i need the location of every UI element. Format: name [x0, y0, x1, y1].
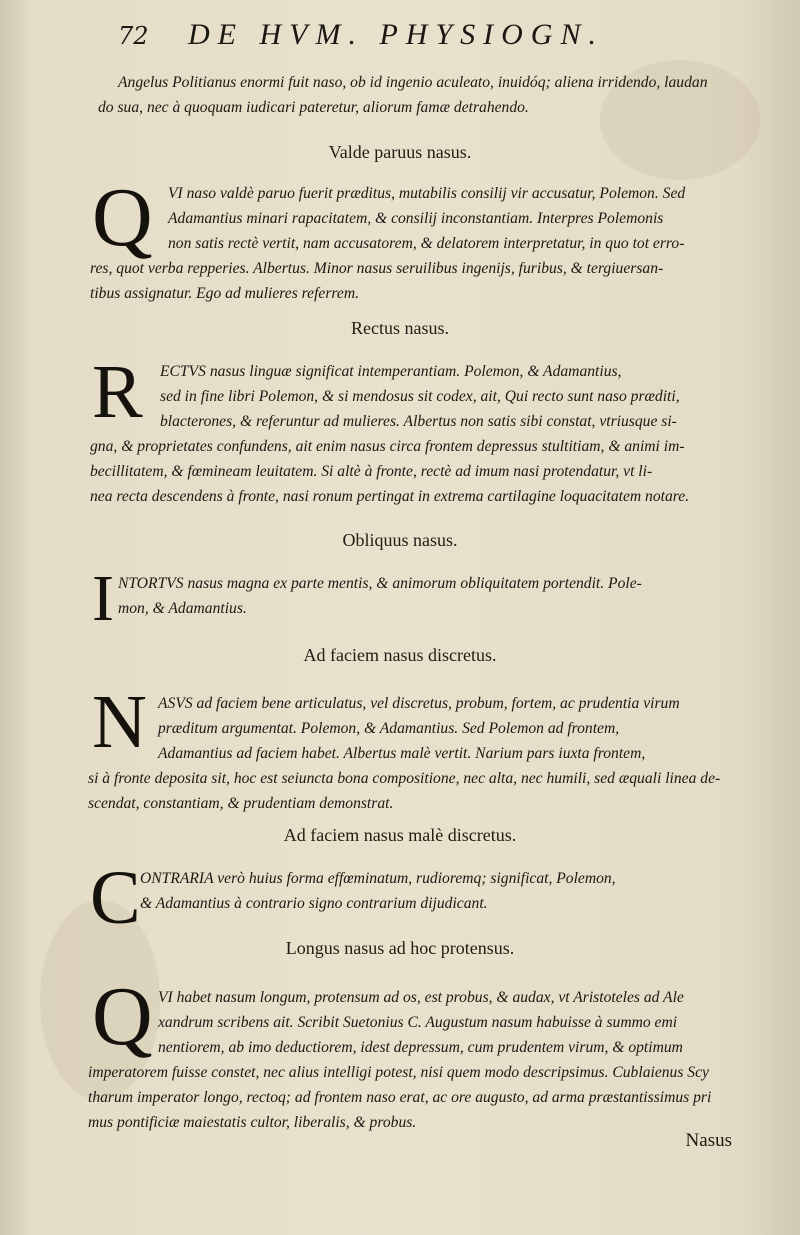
text-line: mon, & Adamantius.	[118, 600, 247, 617]
text-line: NTORTVS nasus magna ex parte mentis, & animorum obliquitatem portendit. Pole-	[118, 575, 642, 592]
text-line: VI naso valdè paruo fuerit præditus, mutabilis consilij vir accusatur, Polemon. Sed	[168, 185, 686, 202]
drop-capital: Q	[92, 171, 153, 264]
paragraph-rectus	[90, 359, 770, 509]
paragraph-bene-discretus	[88, 691, 768, 816]
section-heading: Longus nasus ad hoc protensus.	[285, 938, 515, 958]
text-line: & Adamantius à contrario signo contrarium dijudicant.	[140, 895, 488, 912]
paragraph-valde-paruus	[90, 181, 768, 306]
drop-capital: I	[92, 562, 114, 635]
text-line: do sua, nec à quoquam iudicari pateretur, aliorum famæ detrahendo.	[98, 99, 529, 116]
text-line: mus pontificiæ maiestatis cultor, liberalis, & probus.	[88, 1114, 417, 1131]
text-line: nentiorem, ab imo deductiorem, idest depressum, cum prudentem virum, & optimum	[158, 1039, 683, 1056]
paragraph-obliquus	[118, 571, 768, 621]
section-heading: Valde paruus nasus.	[328, 142, 472, 162]
drop-capital: Q	[92, 970, 153, 1063]
text-line: Angelus Politianus enormi fuit naso, ob id ingenio aculeato, inuidóq; aliena irridendo, laudan	[118, 74, 708, 91]
page-header	[118, 18, 700, 58]
text-line: VI habet nasum longum, protensum ad os, est probus, & audax, vt Aristoteles ad Ale	[158, 989, 684, 1006]
drop-capital: C	[90, 856, 141, 940]
section-heading: Obliquus nasus.	[342, 530, 458, 550]
text-line: imperatorem fuisse constet, nec alius intelligi potest, nisi quem modo descripsimus. Cublaienus Scy	[88, 1064, 709, 1081]
catchword: Nasus	[685, 1130, 732, 1151]
text-line: blacterones, & referuntur ad mulieres. Albertus non satis sibi constat, vtriusque si-	[160, 413, 677, 430]
text-line: tharum imperator longo, rectoq; ad frontem naso erat, ac ore augusto, ad arma præstantissimus pri	[88, 1089, 712, 1106]
section-heading: Ad faciem nasus discretus.	[303, 645, 497, 665]
paragraph-intro	[98, 70, 778, 120]
text-line: Adamantius minari rapacitatem, & consilij inconstantiam. Interpres Polemonis	[168, 210, 664, 227]
text-line: si à fronte deposita sit, hoc est seiuncta bona compositione, nec alta, nec humili, sed æquali linea de-	[88, 770, 721, 787]
text-line: Adamantius ad faciem habet. Albertus malè vertit. Narium pars iuxta frontem,	[158, 745, 646, 762]
text-line: ONTRARIA verò huius forma effœminatum, rudioremq; significat, Polemon,	[140, 870, 616, 887]
text-line: gna, & proprietates confundens, ait enim nasus circa frontem depressus stultitiam, & animi im-	[90, 438, 685, 455]
text-line: tibus assignatur. Ego ad mulieres referrem.	[90, 285, 359, 302]
page-number: 72	[118, 22, 149, 50]
drop-capital: R	[92, 350, 143, 434]
text-line: ECTVS nasus linguæ significat intemperantiam. Polemon, & Adamantius,	[160, 363, 622, 380]
section-heading: Rectus nasus.	[351, 318, 449, 338]
text-line: res, quot verba repperies. Albertus. Minor nasus seruilibus ingenijs, furibus, & tergiuersan-	[90, 260, 664, 277]
text-line: becillitatem, & fœmineam leuitatem. Si altè à fronte, rectè ad imum nasi protendatur, vt li-	[90, 463, 653, 480]
section-heading: Ad faciem nasus malè discretus.	[283, 825, 517, 845]
paragraph-male-discretus	[140, 866, 770, 916]
text-line: ASVS ad faciem bene articulatus, vel discretus, probum, fortem, ac prudentia virum	[158, 695, 680, 712]
text-line: scendat, constantiam, & prudentiam demonstrat.	[88, 795, 394, 812]
text-line: præditum argumentat. Polemon, & Adamantius. Sed Polemon ad frontem,	[158, 720, 620, 737]
text-line: nea recta descendens à fronte, nasi ronum pertingat in extrema cartilagine loquacitatem notare.	[90, 488, 690, 505]
text-line: non satis rectè vertit, nam accusatorem, & delatorem interpretatur, in quo tot erro-	[168, 235, 685, 252]
running-title: DE HVM. PHYSIOGN.	[188, 18, 604, 51]
text-line: xandrum scribens ait. Scribit Suetonius C. Augustum nasum habuisse à summo emi	[158, 1014, 678, 1031]
text-line: sed in fine libri Polemon, & si mendosus sit codex, ait, Qui recto sunt naso præditi,	[160, 388, 680, 405]
drop-capital: N	[92, 680, 147, 764]
paragraph-longus	[88, 985, 768, 1135]
